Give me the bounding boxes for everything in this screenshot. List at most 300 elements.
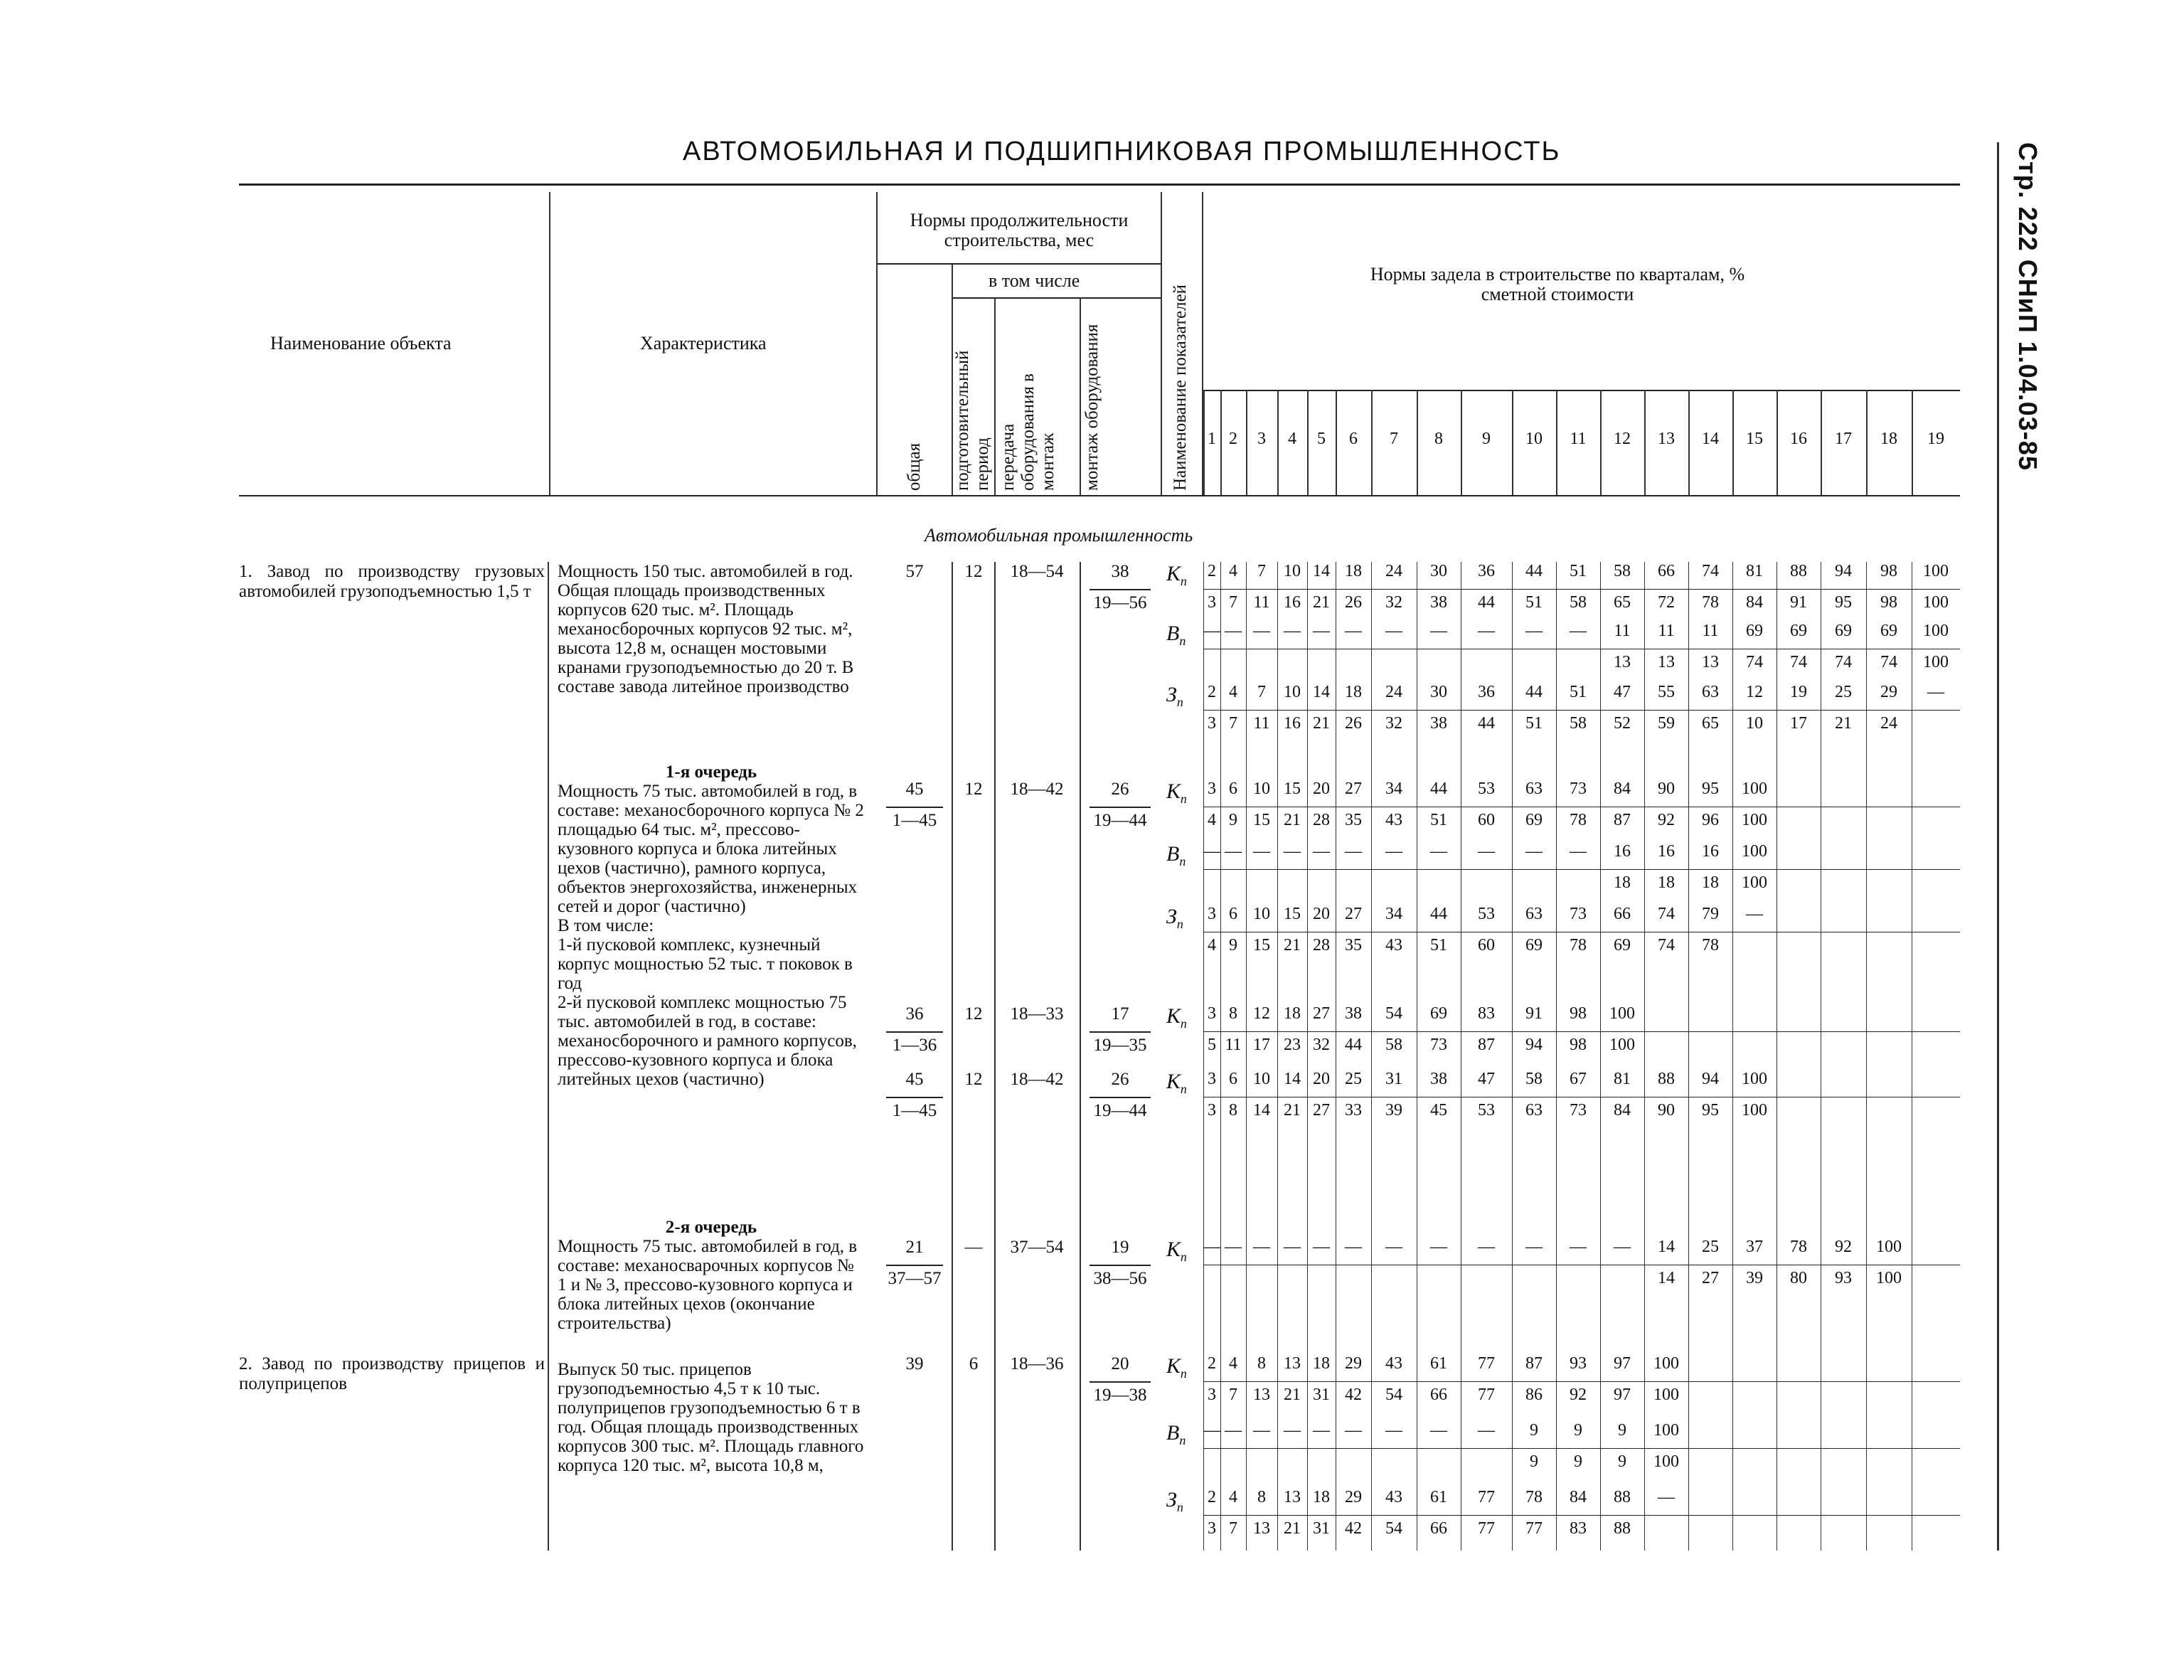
backlog-cell: 9 (1530, 1421, 1538, 1440)
backlog-cell: 8 (1229, 1101, 1237, 1120)
indicator-letter: К (1166, 1004, 1181, 1028)
object-name-1: 1. Завод по производству грузовых автомобилей грузоподъемностью 1,5 т (239, 562, 545, 601)
characteristic-text: 1-й пусковой комплекс, кузнечный корпус мощностью 52 тыс. т поковок в год (558, 935, 853, 993)
backlog-cell: 29 (1345, 1354, 1362, 1373)
indicator-symbol (1166, 622, 1186, 649)
backlog-cell: — (1345, 622, 1362, 640)
backlog-cell: 3 (1208, 1519, 1216, 1538)
backlog-cell: 78 (1702, 593, 1719, 612)
backlog-cell: 44 (1430, 905, 1447, 923)
backlog-cell: 3 (1208, 780, 1216, 798)
backlog-cell: 9 (1618, 1421, 1626, 1440)
backlog-cell: 78 (1570, 811, 1587, 829)
backlog-cell: 98 (1880, 593, 1897, 612)
backlog-cell: 53 (1478, 1101, 1495, 1120)
backlog-cell: 55 (1658, 683, 1675, 701)
characteristic-block (558, 1360, 865, 1475)
backlog-cell: 67 (1570, 1070, 1587, 1088)
backlog-cell: 44 (1345, 1036, 1362, 1054)
backlog-cell: 94 (1702, 1070, 1719, 1088)
backlog-cell: — (1345, 842, 1362, 861)
backlog-cell: — (1525, 1238, 1543, 1256)
backlog-cell: 10 (1284, 683, 1301, 701)
backlog-cell: 54 (1385, 1386, 1402, 1404)
backlog-cell: 44 (1478, 593, 1495, 612)
backlog-cell: 80 (1790, 1269, 1807, 1287)
backlog-cell: 21 (1835, 714, 1852, 733)
backlog-cell: 100 (1742, 1101, 1767, 1120)
backlog-cell: 24 (1385, 683, 1402, 701)
backlog-cell: 12 (1253, 1004, 1270, 1023)
indicator-symbol (1166, 1421, 1186, 1448)
indicator-symbol (1166, 1070, 1187, 1097)
backlog-cell: 92 (1570, 1386, 1587, 1404)
backlog-cell: 2 (1208, 1488, 1216, 1506)
fraction-rule (1090, 1097, 1151, 1098)
backlog-cell: 31 (1313, 1519, 1330, 1538)
backlog-cell: 79 (1702, 905, 1719, 923)
backlog-cell: 72 (1658, 593, 1675, 612)
backlog-cell: 16 (1614, 842, 1631, 861)
backlog-cell: 36 (1478, 562, 1495, 580)
backlog-cell: 91 (1525, 1004, 1543, 1023)
col-header-including: в том числе (989, 270, 1080, 291)
backlog-cell: 34 (1385, 780, 1402, 798)
backlog-cell: — (1478, 622, 1495, 640)
backlog-cell: — (1927, 683, 1944, 701)
backlog-cell: 18 (1658, 873, 1675, 892)
backlog-cell: 83 (1570, 1519, 1587, 1538)
indicator-symbol (1166, 1004, 1187, 1031)
backlog-cell: 14 (1658, 1269, 1675, 1287)
quarter-number: 4 (1288, 430, 1296, 448)
backlog-cell: 51 (1525, 593, 1543, 612)
backlog-cell: — (1430, 1238, 1447, 1256)
indicator-symbol (1166, 905, 1183, 932)
backlog-cell: 88 (1614, 1488, 1631, 1506)
backlog-cell: 32 (1313, 1036, 1330, 1054)
characteristic-text: Мощность 150 тыс. автомобилей в год. Общая площадь производственных корпусов 620 тыс. м². Площадь механосборочных корпусов 92 тыс. м², высота 12,8 м, оснащен мостовыми кранами грузоподъемностью до 20 т. В составе завода литейное производство (558, 562, 854, 696)
backlog-cell: — (1253, 1421, 1270, 1440)
backlog-cell: 44 (1525, 562, 1543, 580)
duration-total: 45 (905, 1070, 924, 1089)
backlog-cell: — (1570, 1238, 1587, 1256)
backlog-cell: 6 (1229, 780, 1237, 798)
backlog-cell: 51 (1525, 714, 1543, 733)
backlog-cell: 100 (1653, 1386, 1679, 1404)
backlog-cell: 18 (1284, 1004, 1301, 1023)
backlog-cell: 18 (1614, 873, 1631, 892)
duration-total-range: 1—36 (892, 1036, 937, 1055)
backlog-cell: 95 (1702, 780, 1719, 798)
quarter-header-rule (1202, 390, 1960, 391)
backlog-cell: 100 (1876, 1269, 1902, 1287)
backlog-cell: 20 (1313, 1070, 1330, 1088)
backlog-cell: — (1525, 842, 1543, 861)
backlog-cell: 58 (1570, 593, 1587, 612)
backlog-cell: 83 (1478, 1004, 1495, 1023)
section-heading: Автомобильная промышленность (925, 525, 1193, 546)
indicator-letter: В (1166, 842, 1180, 866)
backlog-cell: 36 (1478, 683, 1495, 701)
backlog-cell: 23 (1284, 1036, 1301, 1054)
backlog-cell: 10 (1284, 562, 1301, 580)
duration-install-range: 19—44 (1093, 811, 1147, 830)
backlog-cell: 63 (1702, 683, 1719, 701)
duration-install: 26 (1111, 780, 1129, 799)
backlog-cell: 74 (1658, 936, 1675, 955)
backlog-cell: 84 (1614, 1101, 1631, 1120)
quarter-number: 19 (1927, 430, 1944, 448)
backlog-cell: 13 (1614, 653, 1631, 671)
indicator-subscript: п (1179, 634, 1186, 648)
backlog-cell: 66 (1614, 905, 1631, 923)
backlog-cell: 43 (1385, 1354, 1402, 1373)
backlog-cell: 7 (1229, 1386, 1237, 1404)
backlog-cell: 9 (1229, 936, 1237, 955)
backlog-cell: 15 (1284, 905, 1301, 923)
characteristic-text: Выпуск 50 тыс. прицепов грузоподъемностью 4,5 т к 10 тыс. полуприцепов грузоподъемностью 6 т в год. Общая площадь производственных корпусов 300 тыс. м². Площадь главного корпуса 120 тыс. м², высота 10,8 м, (558, 1360, 864, 1475)
including-header-rule (952, 297, 1161, 299)
backlog-cell: 21 (1313, 593, 1330, 612)
backlog-cell: 13 (1253, 1386, 1270, 1404)
backlog-cell: — (1345, 1421, 1362, 1440)
backlog-cell: — (1430, 842, 1447, 861)
backlog-cell: 63 (1525, 905, 1543, 923)
backlog-cell: 18 (1345, 683, 1362, 701)
backlog-cell: 26 (1345, 714, 1362, 733)
backlog-cell: 27 (1345, 905, 1362, 923)
duration-prep: 6 (969, 1354, 979, 1373)
backlog-cell: 86 (1525, 1386, 1543, 1404)
backlog-cell: 27 (1313, 1004, 1330, 1023)
backlog-cell: 7 (1229, 1519, 1237, 1538)
col-header-transfer: передача оборудования в монтаж (998, 373, 1058, 491)
backlog-cell: 73 (1570, 780, 1587, 798)
row-fraction-rule (1203, 1381, 1960, 1382)
backlog-cell: — (1203, 1421, 1220, 1440)
backlog-cell: 88 (1658, 1070, 1675, 1088)
fraction-rule (886, 1031, 943, 1033)
backlog-cell: 47 (1478, 1070, 1495, 1088)
quarter-number: 7 (1390, 430, 1398, 448)
backlog-cell: 91 (1790, 593, 1807, 612)
col-header-prep: подготовительный период (953, 350, 992, 491)
backlog-cell: 17 (1790, 714, 1807, 733)
backlog-cell: 16 (1658, 842, 1675, 861)
backlog-cell: 100 (1653, 1421, 1679, 1440)
quarter-number: 8 (1434, 430, 1443, 448)
indicator-symbol (1166, 1238, 1187, 1265)
backlog-cell: 97 (1614, 1354, 1631, 1373)
backlog-cell: — (1225, 622, 1242, 640)
duration-install: 26 (1111, 1070, 1129, 1089)
backlog-cell: 100 (1742, 1070, 1767, 1088)
duration-install-range: 38—56 (1093, 1269, 1147, 1288)
duration-transfer: 18—42 (1010, 780, 1064, 799)
backlog-cell: — (1253, 622, 1270, 640)
indicator-subscript: п (1179, 1433, 1186, 1447)
backlog-cell: 29 (1345, 1488, 1362, 1506)
backlog-cell: 32 (1385, 593, 1402, 612)
col-divider (1080, 297, 1081, 495)
backlog-cell: 16 (1702, 842, 1719, 861)
backlog-cell: 78 (1702, 936, 1719, 955)
duration-transfer: 37—54 (1010, 1238, 1064, 1257)
backlog-cell: 25 (1702, 1238, 1719, 1256)
indicator-letter: К (1166, 1354, 1181, 1378)
indicator-symbol (1166, 1354, 1187, 1381)
backlog-cell: — (1225, 1238, 1242, 1256)
row-fraction-rule (1203, 1515, 1960, 1516)
backlog-cell: 77 (1478, 1386, 1495, 1404)
backlog-cell: 88 (1614, 1519, 1631, 1538)
row-fraction-rule (1203, 589, 1960, 590)
indicator-subscript: п (1176, 1500, 1183, 1514)
backlog-cell: 26 (1345, 593, 1362, 612)
backlog-cell: 60 (1478, 936, 1495, 955)
backlog-cell: 3 (1208, 714, 1216, 733)
backlog-cell: 100 (1653, 1354, 1679, 1373)
grid-divider (1277, 562, 1278, 1551)
backlog-cell: — (1225, 842, 1242, 861)
fraction-rule (1090, 1265, 1151, 1266)
duration-total-range: 1—45 (892, 811, 937, 830)
backlog-cell: — (1284, 622, 1301, 640)
backlog-cell: 14 (1313, 562, 1330, 580)
grid-divider (1246, 562, 1247, 1551)
quarter-number: 16 (1790, 430, 1807, 448)
backlog-cell: 21 (1284, 1519, 1301, 1538)
backlog-cell: 77 (1478, 1488, 1495, 1506)
backlog-cell: 43 (1385, 936, 1402, 955)
backlog-cell: 24 (1880, 714, 1897, 733)
quarter-number: 17 (1835, 430, 1852, 448)
backlog-cell: 7 (1229, 593, 1237, 612)
backlog-cell: 84 (1614, 780, 1631, 798)
quarter-number: 13 (1658, 430, 1675, 448)
backlog-cell: 66 (1430, 1519, 1447, 1538)
backlog-cell: 6 (1229, 905, 1237, 923)
backlog-cell: 47 (1614, 683, 1631, 701)
backlog-cell: 39 (1385, 1101, 1402, 1120)
backlog-cell: 66 (1658, 562, 1675, 580)
backlog-cell: 11 (1658, 622, 1675, 640)
backlog-cell: 33 (1345, 1101, 1362, 1120)
backlog-cell: 10 (1253, 1070, 1270, 1088)
backlog-cell: 7 (1257, 683, 1266, 701)
backlog-cell: 13 (1658, 653, 1675, 671)
backlog-cell: 100 (1609, 1036, 1635, 1054)
backlog-cell: 21 (1284, 1386, 1301, 1404)
duration-total: 57 (905, 562, 924, 581)
backlog-cell: 19 (1790, 683, 1807, 701)
backlog-cell: 34 (1385, 905, 1402, 923)
backlog-cell: 78 (1525, 1488, 1543, 1506)
grid-divider (1203, 562, 1204, 1551)
quarter-number: 9 (1482, 430, 1491, 448)
backlog-cell: 27 (1345, 780, 1362, 798)
indicator-letter: В (1166, 1421, 1180, 1445)
backlog-cell: 69 (1835, 622, 1852, 640)
quarter-number: 18 (1880, 430, 1897, 448)
backlog-cell: 77 (1525, 1519, 1543, 1538)
backlog-cell: 4 (1229, 562, 1237, 580)
duration-install: 38 (1111, 562, 1129, 581)
fraction-rule (886, 807, 943, 808)
backlog-cell: 15 (1253, 936, 1270, 955)
backlog-cell: 8 (1257, 1488, 1266, 1506)
indicator-symbol (1166, 842, 1186, 869)
stage-heading: 1-я очередь (665, 762, 757, 782)
backlog-cell: 94 (1525, 1036, 1543, 1054)
backlog-cell: 54 (1385, 1004, 1402, 1023)
backlog-cell: 2 (1208, 1354, 1216, 1373)
grid-divider (1600, 562, 1601, 1551)
backlog-cell: 69 (1880, 622, 1897, 640)
backlog-cell: 4 (1229, 683, 1237, 701)
backlog-cell: 100 (1923, 622, 1949, 640)
row-fraction-rule (1203, 869, 1960, 870)
duration-prep: 12 (964, 780, 983, 799)
backlog-cell: 96 (1702, 811, 1719, 829)
backlog-cell: 6 (1229, 1070, 1237, 1088)
duration-install-range: 19—35 (1093, 1036, 1147, 1055)
backlog-cell: — (1478, 842, 1495, 861)
backlog-cell: 37 (1746, 1238, 1763, 1256)
quarter-number: 10 (1525, 430, 1543, 448)
page-number-label: Стр. 222 СНиП 1.04.03-85 (2013, 142, 2042, 471)
backlog-cell: 25 (1835, 683, 1852, 701)
backlog-cell: 10 (1253, 780, 1270, 798)
backlog-cell: 65 (1702, 714, 1719, 733)
backlog-cell: — (1284, 842, 1301, 861)
col-divider (549, 192, 550, 495)
backlog-cell: — (1430, 1421, 1447, 1440)
backlog-cell: 25 (1345, 1070, 1362, 1088)
backlog-cell: 100 (1742, 842, 1767, 861)
backlog-cell: 100 (1609, 1004, 1635, 1023)
backlog-cell: 20 (1313, 780, 1330, 798)
backlog-cell: 27 (1702, 1269, 1719, 1287)
backlog-cell: — (1225, 1421, 1242, 1440)
quarter-number: 14 (1702, 430, 1719, 448)
backlog-cell: 30 (1430, 562, 1447, 580)
backlog-cell: — (1385, 1421, 1402, 1440)
backlog-cell: — (1203, 622, 1220, 640)
backlog-cell: — (1203, 842, 1220, 861)
backlog-cell: 39 (1746, 1269, 1763, 1287)
stage-heading: 2-я очередь (665, 1218, 757, 1237)
backlog-cell: 11 (1253, 593, 1270, 612)
indicator-letter: З (1166, 683, 1177, 706)
backlog-cell: 2 (1208, 562, 1216, 580)
backlog-cell: 65 (1614, 593, 1631, 612)
backlog-cell: 31 (1313, 1386, 1330, 1404)
backlog-cell: 9 (1574, 1452, 1582, 1471)
backlog-cell: 74 (1835, 653, 1852, 671)
backlog-cell: 58 (1385, 1036, 1402, 1054)
backlog-cell: 21 (1284, 936, 1301, 955)
backlog-cell: 74 (1658, 905, 1675, 923)
backlog-cell: 88 (1790, 562, 1807, 580)
backlog-cell: 100 (1923, 653, 1949, 671)
backlog-cell: 73 (1430, 1036, 1447, 1054)
backlog-cell: — (1253, 1238, 1270, 1256)
duration-total-range: 37—57 (888, 1269, 942, 1288)
backlog-cell: 11 (1614, 622, 1631, 640)
backlog-cell: 7 (1229, 714, 1237, 733)
backlog-cell: 69 (1525, 811, 1543, 829)
indicator-symbol (1166, 1488, 1183, 1515)
backlog-cell: — (1478, 1238, 1495, 1256)
backlog-cell: — (1345, 1238, 1362, 1256)
backlog-cell: 74 (1702, 562, 1719, 580)
backlog-cell: 15 (1253, 811, 1270, 829)
backlog-cell: 42 (1345, 1386, 1362, 1404)
backlog-cell: 63 (1525, 780, 1543, 798)
backlog-cell: — (1570, 842, 1587, 861)
duration-install: 19 (1111, 1238, 1129, 1257)
backlog-cell: 69 (1790, 622, 1807, 640)
indicator-subscript: п (1179, 854, 1186, 868)
backlog-cell: 38 (1430, 593, 1447, 612)
backlog-cell: 4 (1208, 811, 1216, 829)
body-divider (994, 562, 996, 1551)
backlog-cell: 15 (1284, 780, 1301, 798)
backlog-cell: 9 (1530, 1452, 1538, 1471)
backlog-cell: 42 (1345, 1519, 1362, 1538)
backlog-cell: 53 (1478, 780, 1495, 798)
backlog-cell: 18 (1313, 1488, 1330, 1506)
duration-install: 17 (1111, 1004, 1129, 1024)
backlog-cell: — (1284, 1421, 1301, 1440)
backlog-cell: 14 (1284, 1070, 1301, 1088)
quarter-number: 6 (1349, 430, 1358, 448)
backlog-cell: 14 (1253, 1101, 1270, 1120)
backlog-cell: 8 (1229, 1004, 1237, 1023)
grid-divider (1688, 562, 1689, 1551)
backlog-cell: 13 (1702, 653, 1719, 671)
col-header-backlog: Нормы задела в строительстве по кварталам, % сметной стоимости (1370, 264, 1745, 304)
indicator-letter: З (1166, 1488, 1177, 1511)
backlog-cell: 94 (1835, 562, 1852, 580)
backlog-cell: 12 (1746, 683, 1763, 701)
duration-total: 36 (905, 1004, 924, 1024)
backlog-cell: — (1385, 1238, 1402, 1256)
backlog-cell: 2 (1208, 683, 1216, 701)
backlog-cell: 74 (1746, 653, 1763, 671)
fraction-rule (886, 1265, 943, 1266)
backlog-cell: — (1525, 622, 1543, 640)
duration-transfer: 18—33 (1010, 1004, 1064, 1024)
backlog-cell: 74 (1790, 653, 1807, 671)
indicator-letter: К (1166, 562, 1181, 585)
indicator-letter: З (1166, 905, 1177, 928)
object-name-2: 2. Завод по производству прицепов и полуприцепов (239, 1354, 545, 1393)
backlog-cell: 4 (1229, 1488, 1237, 1506)
backlog-cell: — (1385, 622, 1402, 640)
backlog-cell: 53 (1478, 905, 1495, 923)
backlog-cell: 17 (1253, 1036, 1270, 1054)
indicator-subscript: п (1176, 695, 1183, 709)
backlog-cell: 21 (1313, 714, 1330, 733)
indicator-subscript: п (1180, 1016, 1187, 1031)
backlog-cell: 69 (1430, 1004, 1447, 1023)
backlog-cell: 78 (1570, 936, 1587, 955)
grid-divider (1512, 562, 1513, 1551)
backlog-cell: 58 (1570, 714, 1587, 733)
